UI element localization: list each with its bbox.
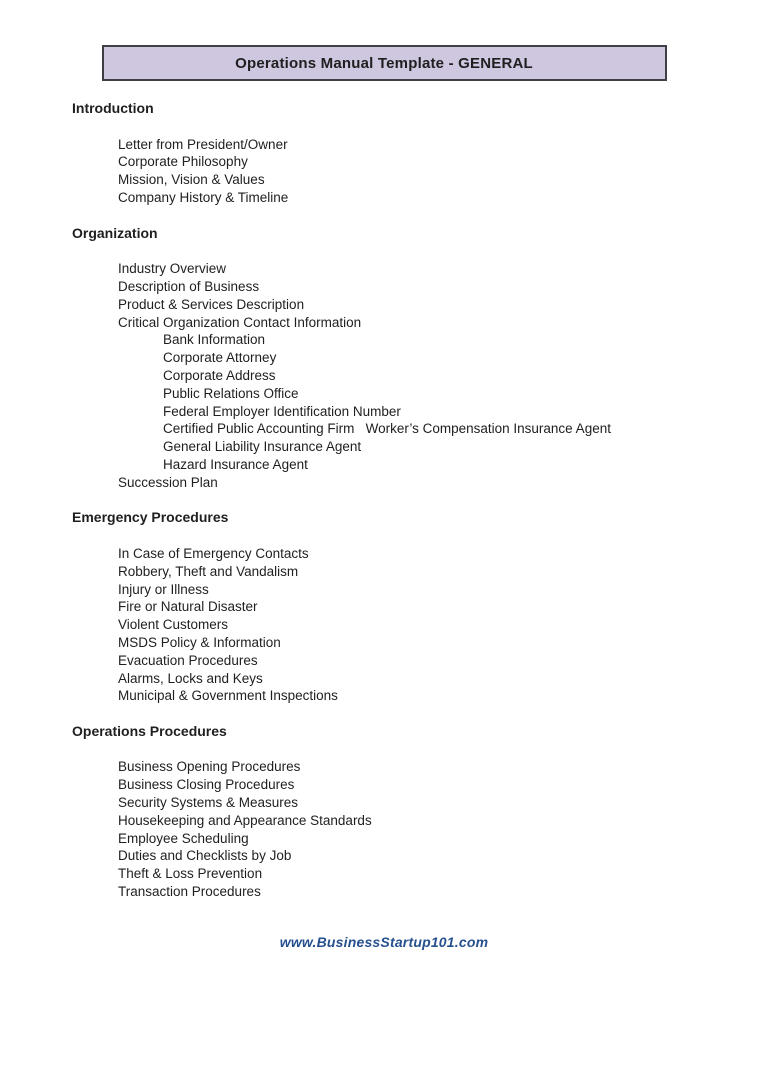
toc-item: Security Systems & Measures [118,795,299,811]
section-heading-emergency-procedures: Emergency Procedures [72,509,229,526]
toc-item: Injury or Illness [118,581,209,597]
toc-subitem: Corporate Attorney [163,350,277,366]
toc-item: Mission, Vision & Values [118,172,265,188]
toc-item: Industry Overview [118,261,227,277]
toc-item: Transaction Procedures [118,884,261,900]
toc-item: Business Closing Procedures [118,777,295,793]
toc-subitem: Hazard Insurance Agent [163,456,308,472]
toc-subitem: Public Relations Office [163,385,299,401]
toc-item: Duties and Checklists by Job [118,848,292,864]
toc-item: MSDS Policy & Information [118,634,281,650]
toc-subitem: Corporate Address [163,367,276,383]
section-heading-introduction: Introduction [72,100,154,116]
section-heading-operations-procedures: Operations Procedures [72,722,227,739]
toc-item: In Case of Emergency Contacts [118,545,309,561]
document-title-box [102,45,667,81]
toc-item: Robbery, Theft and Vandalism [118,563,299,579]
toc-item: Municipal & Government Inspections [118,688,338,704]
footer [0,934,768,952]
toc-item: Fire or Natural Disaster [118,599,258,615]
toc-item: Housekeeping and Appearance Standards [118,812,372,828]
toc-item: Business Opening Procedures [118,759,301,775]
toc-item: Violent Customers [118,617,229,633]
table-of-contents [72,100,728,901]
section-heading-organization: Organization [72,224,158,241]
toc-subitem: General Liability Insurance Agent [163,439,362,455]
toc-item: Corporate Philosophy [118,154,248,170]
document-page [0,45,768,1069]
toc-subitem: Certified Public Accounting Firm Worker’s Compensation Insurance Agent [163,421,611,437]
toc-item: Description of Business [118,278,260,294]
toc-item: Company History & Timeline [118,189,289,205]
toc-item: Product & Services Description [118,296,305,312]
document-title: Operations Manual Template - GENERAL [235,55,533,72]
toc-item: Theft & Loss Prevention [118,866,263,882]
footer-website-link[interactable]: www.BusinessStartup101.com [279,933,489,950]
toc-item: Critical Organization Contact Information [118,314,362,330]
toc-item: Succession Plan [118,474,218,490]
toc-item: Employee Scheduling [118,830,249,846]
toc-subitem: Bank Information [163,332,266,348]
toc-item: Evacuation Procedures [118,652,258,668]
toc-item: Alarms, Locks and Keys [118,670,263,686]
toc-item: Letter from President/Owner [118,136,288,152]
toc-subitem: Federal Employer Identification Number [163,403,401,419]
